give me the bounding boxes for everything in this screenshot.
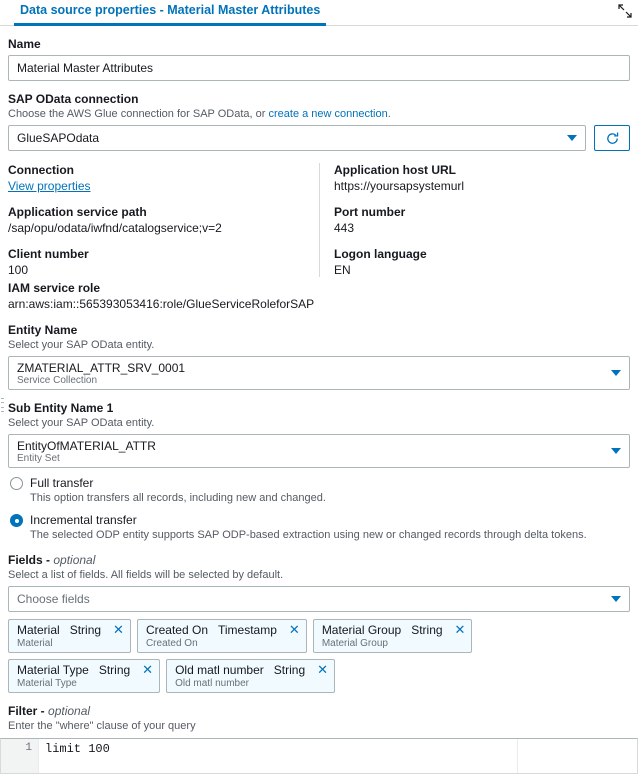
name-input[interactable] <box>8 55 630 81</box>
field-token-type: Timestamp <box>218 623 277 637</box>
panel-resize-handle[interactable] <box>0 396 5 414</box>
name-label: Name <box>8 37 41 51</box>
refresh-connections-button[interactable] <box>594 125 630 151</box>
entity-name-value: ZMATERIAL_ATTR_SRV_0001 <box>17 361 186 375</box>
sub-entity-name-value: EntityOfMATERIAL_ATTR <box>17 439 156 453</box>
connection-hint-suffix: . <box>387 108 391 120</box>
connection-details-left <box>8 163 319 277</box>
field-token-type: String <box>98 663 131 677</box>
port-number-value: 443 <box>334 221 355 235</box>
chevron-down-icon <box>611 596 621 602</box>
entity-name-label: Entity Name <box>8 323 78 337</box>
fields-label-text: Fields - <box>8 553 54 567</box>
logon-language-value: EN <box>334 263 351 277</box>
filter-code-editor[interactable] <box>0 738 638 774</box>
editor-line-number: 1 <box>1 739 39 773</box>
field-token[interactable] <box>313 619 473 653</box>
sub-entity-name-select[interactable] <box>8 434 630 468</box>
connection-hint-prefix: Choose the AWS Glue connection for SAP OData, or <box>8 108 269 120</box>
client-number-title: Client number <box>8 247 89 261</box>
fields-select[interactable] <box>8 586 630 612</box>
fields-sublabel: Select a list of fields. All fields will be selected by default. <box>8 569 284 581</box>
panel-body <box>0 37 638 732</box>
connection-select-value: GlueSAPOdata <box>17 131 100 145</box>
sub-entity-name-label: Sub Entity Name 1 <box>8 401 114 415</box>
transfer-option-incremental[interactable] <box>8 513 630 542</box>
connection-details <box>8 163 630 277</box>
create-new-connection-link[interactable]: create a new connection <box>268 108 388 120</box>
fields-select-placeholder: Choose fields <box>17 592 90 606</box>
fields-label <box>8 553 630 567</box>
close-icon[interactable]: ✕ <box>454 622 466 637</box>
entity-name-select[interactable] <box>8 356 630 390</box>
field-token[interactable] <box>166 659 335 693</box>
field-token-sub: Material Type <box>17 678 77 689</box>
field-token-sub: Material <box>17 638 53 649</box>
iam-service-role-title: IAM service role <box>8 281 101 295</box>
filter-label <box>8 704 630 718</box>
connection-select[interactable] <box>8 125 586 151</box>
expand-icon[interactable] <box>618 4 632 18</box>
sub-entity-name-hint: Entity Set <box>17 453 60 464</box>
radio-full-transfer[interactable] <box>10 477 23 490</box>
selected-fields-tokens <box>8 619 630 693</box>
transfer-option-full[interactable] <box>8 476 630 505</box>
full-transfer-label: Full transfer <box>30 476 94 490</box>
fields-label-optional: optional <box>53 553 96 567</box>
sub-entity-name-sublabel: Select your SAP OData entity. <box>8 417 155 429</box>
chevron-down-icon <box>611 370 621 376</box>
full-transfer-description: This option transfers all records, including new and changed. <box>30 492 326 504</box>
field-token-sub: Material Group <box>321 638 388 649</box>
field-token[interactable] <box>8 659 160 693</box>
field-token-name: Old matl number <box>175 663 264 677</box>
field-token-type: String <box>69 623 102 637</box>
entity-name-sublabel: Select your SAP OData entity. <box>8 339 155 351</box>
application-host-url-value: https://yoursapsystemurl <box>334 179 465 193</box>
field-token-name: Material <box>17 623 60 637</box>
close-icon[interactable]: ✕ <box>142 662 154 677</box>
field-token-type: String <box>273 663 306 677</box>
connection-details-right <box>319 163 630 277</box>
incremental-transfer-label: Incremental transfer <box>30 513 137 527</box>
filter-sublabel: Enter the "where" clause of your query <box>8 720 196 732</box>
panel-header <box>0 0 638 26</box>
iam-service-role-value: arn:aws:iam::565393053416:role/GlueServiceRoleforSAP <box>8 297 315 311</box>
connection-label: SAP OData connection <box>8 92 139 106</box>
incremental-transfer-description: The selected ODP entity supports SAP ODP-based extraction using new or changed records through delta tokens. <box>30 529 587 541</box>
tab-data-source-properties[interactable]: Data source properties - Material Master Attributes <box>14 0 326 26</box>
close-icon[interactable]: ✕ <box>288 622 300 637</box>
application-host-url-title: Application host URL <box>334 163 456 177</box>
field-token-name: Material Type <box>17 663 89 677</box>
logon-language-title: Logon language <box>334 247 427 261</box>
view-properties-link[interactable]: View properties <box>8 179 91 193</box>
editor-code-line[interactable]: limit 100 <box>45 742 110 756</box>
filter-label-text: Filter - <box>8 704 49 718</box>
refresh-icon <box>605 131 620 146</box>
chevron-down-icon <box>567 135 577 141</box>
field-token-name: Material Group <box>321 623 402 637</box>
close-icon[interactable]: ✕ <box>113 622 124 637</box>
connection-title: Connection <box>8 163 74 177</box>
field-token-name: Created On <box>145 623 208 637</box>
radio-incremental-transfer[interactable] <box>10 514 23 527</box>
field-token-sub: Old matl number <box>175 678 249 689</box>
field-token-sub: Created On <box>145 638 198 649</box>
field-token-type: String <box>411 623 443 637</box>
field-token[interactable] <box>137 619 307 653</box>
close-icon[interactable]: ✕ <box>317 662 329 677</box>
chevron-down-icon <box>611 448 621 454</box>
connection-hint <box>8 108 630 120</box>
application-service-path-title: Application service path <box>8 205 147 219</box>
client-number-value: 100 <box>8 263 29 277</box>
filter-label-optional: optional <box>48 704 91 718</box>
port-number-title: Port number <box>334 205 406 219</box>
field-token[interactable] <box>8 619 131 653</box>
application-service-path-value: /sap/opu/odata/iwfnd/catalogservice;v=2 <box>8 221 222 235</box>
iam-service-role-block <box>8 281 630 311</box>
connection-select-row <box>8 125 630 151</box>
editor-column-divider <box>517 739 518 773</box>
entity-name-hint: Service Collection <box>17 375 98 386</box>
